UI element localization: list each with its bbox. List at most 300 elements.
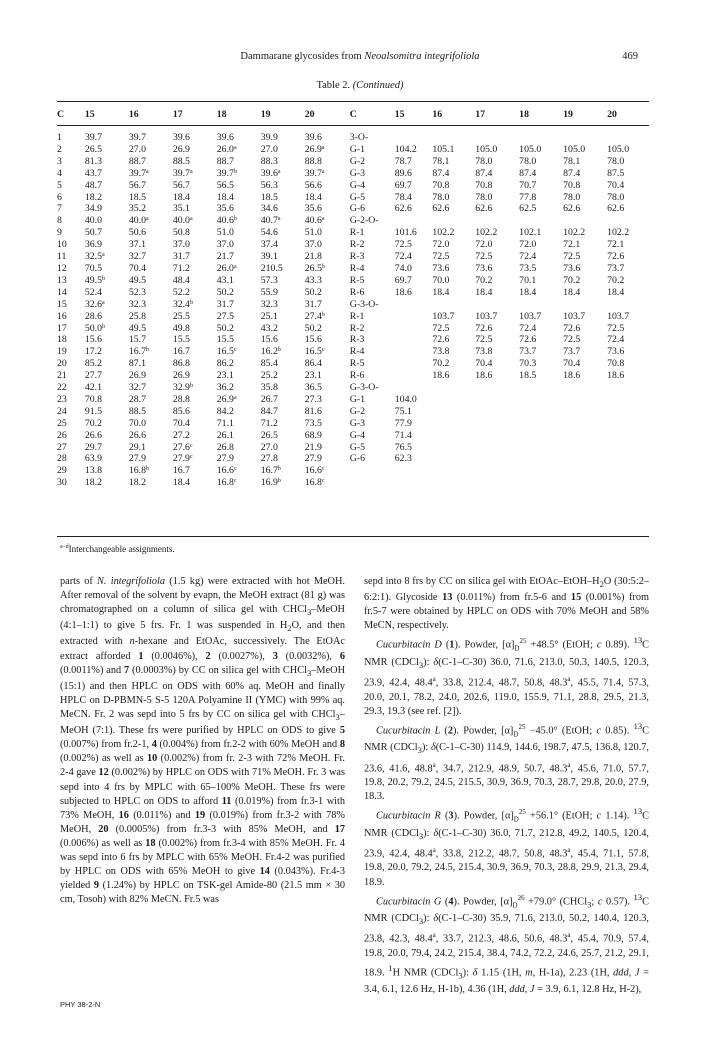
table-cell: G-5 xyxy=(349,191,365,203)
table-row xyxy=(57,215,649,227)
table-row xyxy=(57,156,649,168)
table-cell xyxy=(563,418,607,430)
table-cell: 5 xyxy=(57,179,62,191)
table-cell xyxy=(519,442,563,454)
table-cell: 18.4 xyxy=(432,286,450,298)
table-cell: 39.7 xyxy=(128,132,146,143)
table-cell: 15 xyxy=(57,298,67,310)
table-cell xyxy=(475,394,519,406)
table-cell: 26 xyxy=(57,429,67,441)
table-cell: 6 xyxy=(57,191,62,203)
table-cell: 37.1 xyxy=(128,239,146,251)
table-row xyxy=(57,334,649,346)
table-cell: 42.1 xyxy=(84,382,103,394)
table-row xyxy=(57,192,649,204)
table-cell xyxy=(475,299,519,311)
table-cell: 88.7 xyxy=(216,155,234,167)
table-cell: 50.7 xyxy=(84,227,103,239)
table-header-row xyxy=(57,104,649,126)
table-cell: 103.7 xyxy=(432,310,455,322)
table-cell xyxy=(607,442,649,454)
table-cell: 102.1 xyxy=(519,227,542,239)
table-cell: 35.2 xyxy=(128,203,146,215)
table-cell: R-2 xyxy=(349,239,365,251)
table-cell: 15.5 xyxy=(172,334,190,346)
table-cell: 51.0 xyxy=(304,227,322,239)
table-cell: 26.9$^a$ xyxy=(216,393,237,405)
header-title-species: Neoalsomitra integrifoliola xyxy=(364,51,480,62)
table-cell: 68.9 xyxy=(304,429,322,441)
table-cell: 1 xyxy=(57,132,62,143)
table-cell: 70.4 xyxy=(475,358,493,370)
table-cell: R-4 xyxy=(349,262,365,274)
table-cell: 32.3 xyxy=(260,298,278,310)
table-cell: 27.0 xyxy=(260,441,278,453)
table-cell: 18.6 xyxy=(475,370,493,382)
table-cell: 3-O- xyxy=(349,132,369,143)
table-cell: 88.5 xyxy=(172,155,190,167)
table-cell: 102.2 xyxy=(432,227,455,239)
table-cell: 78.0 xyxy=(607,191,625,203)
table-cell xyxy=(475,126,519,144)
table-cell: 18.4 xyxy=(563,286,581,298)
table-cell: R-1 xyxy=(349,227,365,239)
compound-3-data: Cucurbitacin R (3). Powder, $[\alpha]_D^{25} +56.1^\circ$ (EtOH; c 1.14). $^{13}$C NMR (CDCl$_3$): δ(C-1–C-30) 36.0, 71.7, 212.8, 49.2, 140.5, 120.4, 23.9, 42.4, 48.4$^a$, 33.8, 212.2, 48.7, 50.8, 48.3$^a$, 45.4, 71.1, 57.8, 19.8, 20.0, 79.2, 24.5, 215.4, 30.9, 36.9, 70.3, 28.8, 29.9, 21.3, 29.4, 18.9. xyxy=(364,806,649,888)
table-cell: 25 xyxy=(57,417,67,429)
column-header: 20 xyxy=(304,109,315,121)
footnote-text: Interchangeable assignments. xyxy=(68,544,175,554)
table-cell: 16.6$^c$ xyxy=(216,465,237,477)
table-cell xyxy=(607,453,649,465)
table-row xyxy=(57,168,649,180)
table-cell: 32.3 xyxy=(128,298,146,310)
table-cell: 28.6 xyxy=(84,310,103,322)
table-cell xyxy=(519,406,563,418)
table-cell: 71.4 xyxy=(394,429,412,441)
table-cell: 18.5 xyxy=(128,191,146,203)
table-cell: R-6 xyxy=(349,286,365,298)
table-row xyxy=(57,299,649,311)
table-cell: 50.2 xyxy=(304,322,322,334)
table-cell: 50.6 xyxy=(128,227,146,239)
table-row xyxy=(57,370,649,382)
table-cell: 49.8 xyxy=(172,322,190,334)
table-cell xyxy=(607,430,649,442)
table-cell: 32.6$^a$ xyxy=(84,298,105,310)
table-cell: 70.5 xyxy=(84,262,103,274)
table-cell: 62.3 xyxy=(394,453,412,465)
table-cell: 15.6 xyxy=(260,334,278,346)
table-cell: 27.3 xyxy=(304,393,322,405)
table-cell: 54.6 xyxy=(260,227,278,239)
table-row xyxy=(57,203,649,215)
table-cell: 18 xyxy=(57,334,67,346)
table-cell: 39.9 xyxy=(260,132,278,143)
table-cell: 91.5 xyxy=(84,405,103,417)
table-cell: 62.6 xyxy=(394,203,412,215)
body-column-left xyxy=(60,575,345,907)
table-cell: 36.2 xyxy=(216,382,234,394)
table-cell: 21 xyxy=(57,370,67,382)
table-cell: 39.7$^a$ xyxy=(172,167,193,179)
table-cell: 50.8 xyxy=(172,227,190,239)
table-cell: 17.2 xyxy=(84,346,103,358)
table-cell: 35.8 xyxy=(260,382,278,394)
table-cell: G-3-O- xyxy=(349,382,379,394)
table-cell: 71.2 xyxy=(172,262,190,274)
table-cell: 18.4 xyxy=(475,286,493,298)
table-cell: 30 xyxy=(57,477,67,489)
table-cell xyxy=(607,126,649,144)
table-cell: 73.6 xyxy=(475,262,493,274)
page-number: 469 xyxy=(622,51,638,62)
table-cell: 16.8$^c$ xyxy=(216,477,237,489)
table-cell: R-6 xyxy=(349,370,365,382)
table-cell: 88.7 xyxy=(128,155,146,167)
table-cell: 21.7 xyxy=(216,251,234,263)
table-cell: 39.6$^a$ xyxy=(260,167,281,179)
table-cell: 62.6 xyxy=(607,203,625,215)
table-row xyxy=(57,358,649,370)
table-cell: 72.5 xyxy=(607,322,625,334)
table-cell: 104.0 xyxy=(394,393,417,405)
table-cell: 70.3 xyxy=(519,358,537,370)
table-cell: 29.1 xyxy=(128,441,146,453)
table-cell: 50.0$^b$ xyxy=(84,322,106,334)
table-cell: 27.8 xyxy=(260,453,278,465)
table-cell xyxy=(519,430,563,442)
table-cell: 27.0 xyxy=(260,143,278,155)
table-cell: 72.4 xyxy=(519,251,537,263)
nmr-data-table xyxy=(57,104,649,489)
table-cell: 88.5 xyxy=(128,405,146,417)
table-row xyxy=(57,180,649,192)
table-cell: 16.2$^b$ xyxy=(260,346,281,358)
table-cell xyxy=(519,126,563,144)
table-cell: 16.8$^c$ xyxy=(304,477,325,489)
table-cell: 105.0 xyxy=(519,143,542,155)
table-cell xyxy=(475,418,519,430)
table-cell: 15.5 xyxy=(216,334,234,346)
table-cell: 39.6 xyxy=(216,132,234,143)
table-cell xyxy=(563,430,607,442)
table-cell: 70.0 xyxy=(432,274,450,286)
table-cell: 78.1 xyxy=(432,155,450,167)
table-cell xyxy=(350,465,395,477)
table-cell xyxy=(475,406,519,418)
table-cell xyxy=(395,215,433,227)
table-cell xyxy=(432,430,475,442)
table-cell: 69.7 xyxy=(394,274,412,286)
table-cell: 72.0 xyxy=(475,239,493,251)
table-cell: 103.7 xyxy=(607,310,630,322)
table-cell: 87.1 xyxy=(128,358,146,370)
table-cell: 73.8 xyxy=(432,346,450,358)
table-cell: 70.8 xyxy=(563,179,581,191)
table-cell xyxy=(607,382,649,394)
table-cell xyxy=(475,442,519,454)
table-cell: 39.7$^a$ xyxy=(128,167,149,179)
table-cell: G-3 xyxy=(349,417,365,429)
table-cell xyxy=(607,299,649,311)
table-cell: 49.5$^b$ xyxy=(84,274,106,286)
table-cell: 77.9 xyxy=(394,417,412,429)
table-cell: 52.3 xyxy=(128,286,146,298)
table-row xyxy=(57,323,649,335)
table-cell: G-2-O- xyxy=(349,215,379,227)
table-cell: 37.0 xyxy=(216,239,234,251)
table-cell: 71.2 xyxy=(260,417,278,429)
table-cell: G-3 xyxy=(349,167,365,179)
table-cell: 105.1 xyxy=(432,143,455,155)
table-cell: 25.1 xyxy=(260,310,278,322)
table-cell: 70.2 xyxy=(607,274,625,286)
table-cell: 62.6 xyxy=(563,203,581,215)
table-cell: 85.6 xyxy=(172,405,190,417)
table-cell: 26.1 xyxy=(216,429,234,441)
table-cell: 87.5 xyxy=(607,167,625,179)
table-cell: 85.2 xyxy=(84,358,103,370)
table-cell: 72.4 xyxy=(607,334,625,346)
table-cell: 16.6$^c$ xyxy=(304,465,325,477)
table-row xyxy=(57,430,649,442)
table-cell: 15.7 xyxy=(128,334,146,346)
compound-4-data: Cucurbitacin G (4). Powder, $[\alpha]_D^{26} +79.0^\circ$ (CHCl$_3$; c 0.57). $^{13}$C NMR (CDCl$_3$): δ(C-1–C-30) 35.9, 71.6, 213.0, 50.2, 140.4, 120.3, 23.8, 42.3, 48.4$^a$, 33.7, 212.3, 48.6, 50.6, 48.3$^a$, 45.4, 70.9, 57.4, 19.8, 20.0, 79.4, 24.2, 215.4, 38.4, 74.2, 72.2, 24.6, 25.7, 21.2, 29.1, 18.9. $^1$H NMR (CDCl$_3$): δ 1.15 (1H, m, H-1a), 2.23 (1H, ddd, J = 3.4, 6.1, 12.6 Hz, H-1b), 4.36 (1H, ddd, J = 3.9, 6.1, 12.8 Hz, H-2), xyxy=(364,891,649,995)
table-cell: 86.4 xyxy=(304,358,322,370)
table-cell xyxy=(475,453,519,465)
table-cell: R-3 xyxy=(349,251,365,263)
table-cell: 73.7 xyxy=(563,346,581,358)
table-cell: 28.7 xyxy=(128,393,146,405)
table-cell: 76.5 xyxy=(394,441,412,453)
table-cell: 29.7 xyxy=(84,441,103,453)
table-cell: 34.9 xyxy=(84,203,103,215)
table-cell: 31.7 xyxy=(304,298,322,310)
table-cell: 75.1 xyxy=(394,405,412,417)
table-cell: 26.9 xyxy=(172,143,190,155)
column-header: 19 xyxy=(563,109,573,121)
table-cell xyxy=(563,215,607,227)
column-header: 18 xyxy=(519,109,529,121)
table-cell: 39.7$^b$ xyxy=(216,167,237,179)
table-cell xyxy=(395,299,433,311)
table-cell: 87.4 xyxy=(475,167,493,179)
table-cell: 62.5 xyxy=(519,203,537,215)
table-cell xyxy=(432,126,475,144)
table-cell: G-2 xyxy=(349,405,365,417)
table-cell: G-3-O- xyxy=(349,298,379,310)
table-cell: 25.2 xyxy=(260,370,278,382)
table-cell: 27 xyxy=(57,441,67,453)
table-cell: R-2 xyxy=(349,322,365,334)
table-cell xyxy=(563,465,607,477)
table-cell: 56.7 xyxy=(128,179,146,191)
methods-paragraph: parts of N. integrifoliola (1.5 kg) were extracted with hot MeOH. After removal of the solvent by evapn, the MeOH extract (81 g) was chromatographed on a column of silica gel with CHCl$_3$–MeOH (4:1–1:1) to give 5 frs. Fr. 1 was suspended in $H_2O$, and then extracted with n-hexane and EtOAc, successively. The EtOAc extract afforded 1 (0.0046%), 2 (0.0027%), 3 (0.0032%), 6 (0.0011%) and 7 (0.0003%) by CC on silica gel with CHCl$_3$–MeOH (15:1) and then HPLC on ODS with 60% aq. MeOH and finally HPLC on D-PBMN-5 S-5 120A Polyamine II (YMC) with 99% aq. MeCN. Fr. 2 was sepd into 5 frs by CC on silica gel with CHCl$_3$–MeOH (7:1). These frs were purified by HPLC on ODS to give 5 (0.007%) from fr.2-1, 4 (0.004%) from fr.2-2 with 60% MeOH and 8 (0.002%) as well as 10 (0.002%) from fr. 2-3 with 72% MeOH. Fr. 2-4 gave 12 (0.002%) by HPLC on ODS with 71% MeOH. Fr. 3 was sepd into 4 frs by MPLC with 65–100% MeOH. These frs were subjected to HPLC on ODS to afford 11 (0.019%) from fr.3-1 with 73% MeOH, 16 (0.011%) and 19 (0.019%) from fr.3-2 with 78% MeOH, 20 (0.0005%) from fr.3-3 with 85% MeOH, and 17 (0.006%) as well as 18 (0.002%) from fr.3-4 with 85% MeOH. Fr. 4 was sepd into 6 frs by MPLC with 65% MeOH. Fr.4-2 was purified by HPLC on ODS with 65% MeOH to give 14 (0.043%). Fr.4-3 yielded 9 (1.24%) by HPLC on TSK-gel Amide-80 (21.5 mm × 30 cm, Tosoh) with 82% MeCN. Fr.5 was xyxy=(60,576,346,906)
table-cell: 40.6$^a$ xyxy=(304,215,325,227)
table-cell xyxy=(432,442,475,454)
table-cell: 55.9 xyxy=(260,286,278,298)
table-cell: 70.2 xyxy=(432,358,450,370)
table-cell xyxy=(395,334,433,346)
table-cell xyxy=(519,215,563,227)
table-cell xyxy=(563,126,607,144)
table-cell: 72.4 xyxy=(394,251,412,263)
table-cell: 16.7 xyxy=(172,465,190,477)
table-top-rule xyxy=(57,101,649,102)
table-cell: 104.2 xyxy=(394,143,417,155)
table-cell: 39.6 xyxy=(304,132,322,143)
table-cell: 34.6 xyxy=(260,203,278,215)
table-cell: 62.6 xyxy=(475,203,493,215)
table-cell: 26.9 xyxy=(172,370,190,382)
table-cell: 81.3 xyxy=(84,155,103,167)
table-cell: 70.4 xyxy=(607,179,625,191)
table-cell: 70.1 xyxy=(519,274,537,286)
table-cell: 72.5 xyxy=(394,239,412,251)
table-cell: 18.6 xyxy=(607,370,625,382)
table-cell: 18.6 xyxy=(394,286,412,298)
table-cell: 40.6$^b$ xyxy=(216,215,237,227)
table-cell: 11 xyxy=(57,251,67,263)
table-cell: 70.2 xyxy=(84,417,103,429)
table-cell: 87.4 xyxy=(563,167,581,179)
table-cell: 26.6 xyxy=(84,429,103,441)
table-cell: 8 xyxy=(57,215,62,227)
table-cell xyxy=(432,299,475,311)
table-cell: 27.9$^c$ xyxy=(172,453,193,465)
table-cell: 16.5$^c$ xyxy=(304,346,325,358)
table-cell: 32.7 xyxy=(128,251,146,263)
table-cell xyxy=(395,311,433,323)
table-cell: 32.9$^b$ xyxy=(172,382,193,394)
table-row xyxy=(57,251,649,263)
table-cell: 14 xyxy=(57,286,67,298)
table-cell: 19 xyxy=(57,346,67,358)
table-row xyxy=(57,227,649,239)
table-cell: 26.6 xyxy=(128,429,146,441)
footnote-mark: a–d xyxy=(60,544,69,550)
table-cell xyxy=(519,394,563,406)
table-cell: 72.1 xyxy=(607,239,625,251)
table-cell: 72.0 xyxy=(519,239,537,251)
table-cell: 78.0 xyxy=(475,155,493,167)
table-cell: 43.3 xyxy=(304,274,322,286)
table-cell: 69.7 xyxy=(394,179,412,191)
table-cell: 84.2 xyxy=(216,405,234,417)
table-cell: 43.1 xyxy=(216,274,234,286)
table-cell: 18.4 xyxy=(216,191,234,203)
table-cell: 70.8 xyxy=(432,179,450,191)
column-header: C xyxy=(349,109,357,121)
table-cell xyxy=(563,382,607,394)
table-cell: 71.1 xyxy=(216,417,234,429)
table-cell: 40.7$^a$ xyxy=(260,215,281,227)
table-cell: 88.8 xyxy=(304,155,322,167)
table-cell: 72.6 xyxy=(475,322,493,334)
table-cell xyxy=(432,394,475,406)
table-cell xyxy=(475,382,519,394)
table-cell: 18.5 xyxy=(260,191,278,203)
table-cell: R-1 xyxy=(349,310,365,322)
table-cell xyxy=(519,477,563,489)
table-cell: 56.5 xyxy=(216,179,234,191)
table-cell: R-4 xyxy=(349,346,365,358)
table-cell: 73.8 xyxy=(475,346,493,358)
table-cell: 40.0 xyxy=(84,215,103,227)
table-cell xyxy=(395,382,433,394)
table-cell: 52.2 xyxy=(172,286,190,298)
column-header: 19 xyxy=(260,109,271,121)
table-cell: 87.4 xyxy=(519,167,537,179)
table-cell xyxy=(395,465,433,477)
table-cell: 18.2 xyxy=(128,477,146,489)
table-cell: 18.2 xyxy=(84,477,103,489)
table-cell: 73.7 xyxy=(607,262,625,274)
table-cell: 24 xyxy=(57,405,67,417)
column-header: 18 xyxy=(216,109,227,121)
table-cell xyxy=(395,477,433,489)
table-cell: 37.0 xyxy=(304,239,322,251)
table-cell: 39.1 xyxy=(260,251,278,263)
table-cell: 16.7$^b$ xyxy=(128,346,149,358)
table-cell: 17 xyxy=(57,322,67,334)
table-cell xyxy=(432,418,475,430)
table-footnote xyxy=(60,544,175,554)
table-cell: 72.5 xyxy=(475,251,493,263)
table-cell: 26.0$^a$ xyxy=(216,262,237,274)
table-cell: 35.1 xyxy=(172,203,190,215)
table-cell: 103.7 xyxy=(563,310,586,322)
column-header: C xyxy=(57,109,65,121)
table-row xyxy=(57,311,649,323)
column-header: 15 xyxy=(394,109,405,121)
table-cell xyxy=(432,406,475,418)
table-cell: 70.8 xyxy=(607,358,625,370)
table-cell: 18.4 xyxy=(304,191,322,203)
table-cell: 18.4 xyxy=(172,191,190,203)
table-cell: 78.0 xyxy=(432,191,450,203)
table-cell xyxy=(519,382,563,394)
table-row xyxy=(57,263,649,275)
table-cell: 73.5 xyxy=(304,417,322,429)
table-cell: 23.1 xyxy=(304,370,322,382)
table-cell: 70.4 xyxy=(563,358,581,370)
table-cell: 22 xyxy=(57,382,67,394)
table-cell xyxy=(519,418,563,430)
table-cell: G-1 xyxy=(349,393,365,405)
table-cell: R-3 xyxy=(349,334,365,346)
table-cell: 31.7 xyxy=(216,298,234,310)
table-cell: 103.7 xyxy=(519,310,542,322)
table-cell: 18.2 xyxy=(84,191,103,203)
table-cell xyxy=(563,394,607,406)
table-cell: 27.6$^c$ xyxy=(172,441,193,453)
table-cell: 36.5 xyxy=(304,382,322,394)
table-cell: 27.5 xyxy=(216,310,234,322)
table-cell: 70.8 xyxy=(84,393,103,405)
table-cell: 51.0 xyxy=(216,227,234,239)
table-cell: 62.6 xyxy=(432,203,450,215)
table-cell: 78.0 xyxy=(607,155,625,167)
table-cell: 56.6 xyxy=(304,179,322,191)
table-cell: 72.5 xyxy=(432,322,450,334)
table-cell xyxy=(395,126,433,144)
table-cell xyxy=(475,430,519,442)
table-cell: 16.7 xyxy=(172,346,190,358)
table-cell: 37.0 xyxy=(172,239,190,251)
table-cell: 18.4 xyxy=(172,477,190,489)
table-cell xyxy=(607,406,649,418)
